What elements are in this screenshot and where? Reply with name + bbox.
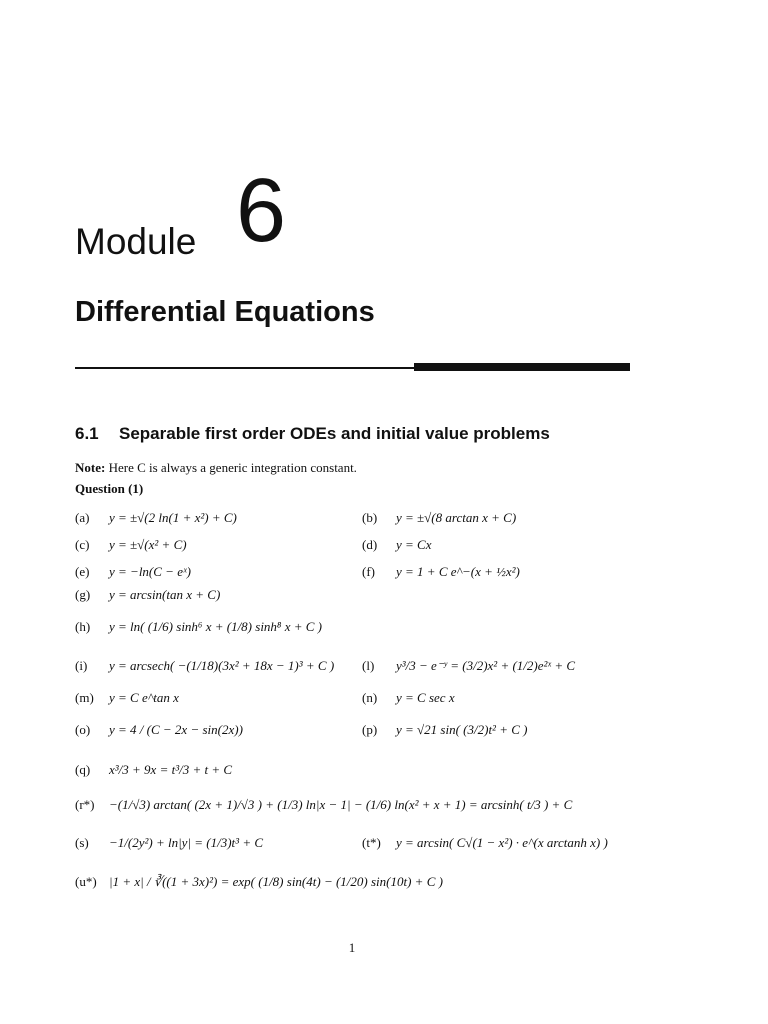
answer-label: (i) <box>75 658 88 673</box>
answer-expression: y³/3 − e⁻ʸ = (3/2)x² + (1/2)e²ˣ + C <box>396 658 576 673</box>
answer-expression: y = arcsin( C√(1 − x²) · e^(x arctanh x) ) <box>396 835 608 850</box>
answer-label: (c) <box>75 537 90 552</box>
answer-u <box>75 872 443 892</box>
chapter-title: Differential Equations <box>75 296 375 328</box>
answer-label: (u*) <box>75 874 97 889</box>
answer-q <box>75 760 232 780</box>
answer-label: (n) <box>362 690 378 705</box>
answer-i <box>75 656 334 676</box>
answer-e <box>75 562 191 582</box>
module-number: 6 <box>236 161 287 261</box>
answer-n <box>362 688 455 708</box>
answer-expression: y = ±√(x² + C) <box>109 537 187 552</box>
answer-label: (h) <box>75 619 91 634</box>
answer-label: (f) <box>362 564 375 579</box>
module-label: Module <box>75 221 197 262</box>
answer-label: (m) <box>75 690 94 705</box>
answer-label: (t*) <box>362 835 381 850</box>
section-heading <box>75 424 550 444</box>
answer-expression: y = ±√(2 ln(1 + x²) + C) <box>109 510 237 525</box>
note <box>75 460 357 476</box>
answer-r <box>75 795 572 815</box>
answer-expression: y = ±√(8 arctan x + C) <box>396 510 517 525</box>
answer-label: (r*) <box>75 797 95 812</box>
answer-expression: y = arcsech( −(1/18)(3x² + 18x − 1)³ + C ) <box>109 658 335 673</box>
answer-f <box>362 562 520 582</box>
answer-expression: y = 4 / (C − 2x − sin(2x)) <box>109 722 243 737</box>
question-heading: Question (1) <box>75 481 144 496</box>
answer-expression: x³/3 + 9x = t³/3 + t + C <box>109 762 233 777</box>
answer-expression: −1/(2y²) + ln|y| = (1/3)t³ + C <box>109 835 264 850</box>
answer-expression: y = √21 sin( (3/2)t² + C ) <box>396 722 528 737</box>
answer-g <box>75 585 220 605</box>
note-text: Here C is always a generic integration constant. <box>108 460 357 475</box>
answer-label: (p) <box>362 722 378 737</box>
answer-a <box>75 508 237 528</box>
answer-o <box>75 720 243 740</box>
section-number: 6.1 <box>75 424 99 443</box>
answer-label: (g) <box>75 587 91 602</box>
answer-label: (s) <box>75 835 89 850</box>
answer-expression: y = C sec x <box>396 690 455 705</box>
answer-label: (b) <box>362 510 378 525</box>
answer-expression: y = Cx <box>396 537 432 552</box>
answer-expression: y = arcsin(tan x + C) <box>109 587 221 602</box>
answer-d <box>362 535 431 555</box>
answer-expression: |1 + x| / ∛((1 + 3x)²) = exp( (1/8) sin(4t) − (1/20) sin(10t) + C ) <box>109 874 443 889</box>
section-title: Separable first order ODEs and initial value problems <box>119 424 550 443</box>
answer-expression: y = ln( (1/6) sinh⁶ x + (1/8) sinh⁸ x + C ) <box>109 619 322 634</box>
answer-c <box>75 535 187 555</box>
answer-expression: y = 1 + C e^−(x + ½x²) <box>396 564 520 579</box>
answer-h <box>75 617 322 637</box>
answer-b <box>362 508 516 528</box>
answer-label: (a) <box>75 510 90 525</box>
answer-expression: y = C e^tan x <box>109 690 179 705</box>
answer-label: (l) <box>362 658 375 673</box>
answer-l <box>362 656 575 676</box>
answer-label: (d) <box>362 537 378 552</box>
note-label: Note: <box>75 460 106 475</box>
answer-label: (o) <box>75 722 91 737</box>
answer-t <box>362 833 608 853</box>
page-number: 1 <box>348 940 356 955</box>
answer-expression: y = −ln(C − eˣ) <box>109 564 191 579</box>
answer-m <box>75 688 179 708</box>
answer-p <box>362 720 527 740</box>
title-rule-thick <box>414 363 630 371</box>
answer-expression: −(1/√3) arctan( (2x + 1)/√3 ) + (1/3) ln|x − 1| − (1/6) ln(x² + x + 1) = arcsinh( t/3 ) + C <box>109 797 573 812</box>
title-rule-thin <box>75 367 415 369</box>
answer-label: (e) <box>75 564 90 579</box>
answer-label: (q) <box>75 762 91 777</box>
answer-s <box>75 833 263 853</box>
